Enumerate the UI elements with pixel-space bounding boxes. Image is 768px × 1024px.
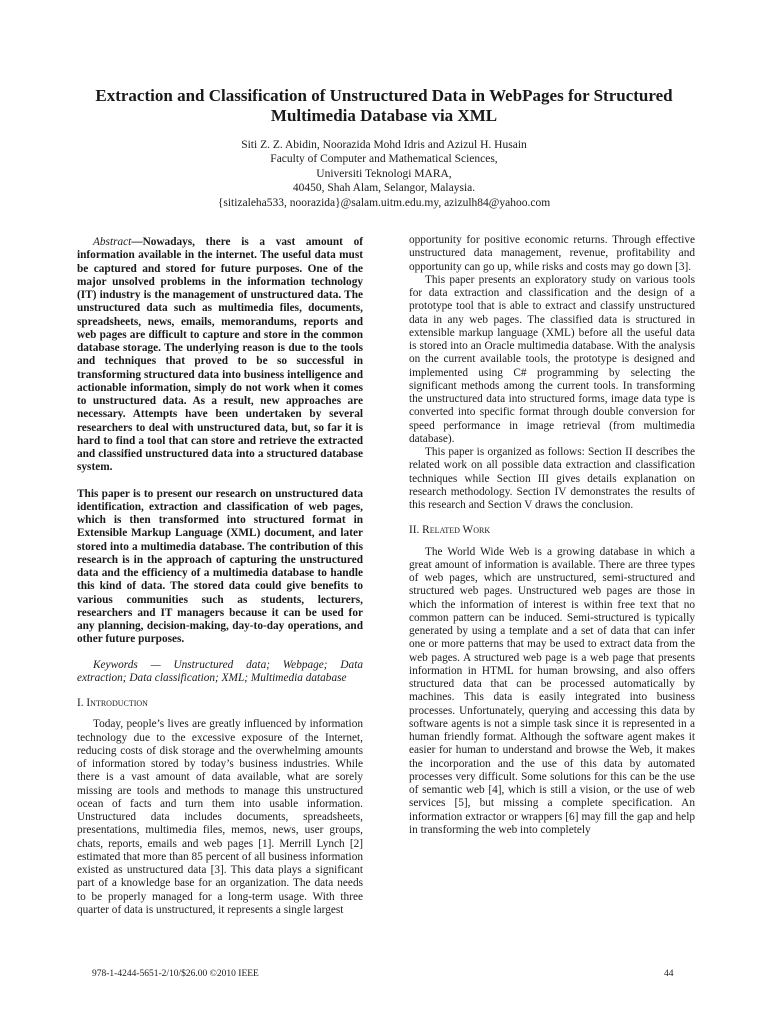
section-heading-related-work: II. Related Work [409, 524, 491, 537]
abstract-dash: — [131, 236, 143, 248]
paper-title: Extraction and Classification of Unstructured Data in WebPages for Structured Multimedia Database via XML [95, 86, 673, 125]
introduction-paragraph-3: This paper is organized as follows: Section II describes the related work on all possible data extraction and classification techniques while Section III gives details explanation on research methodology. Section IV demonstrates the results of this research and Section V draws the conclusion. [409, 446, 695, 511]
left-column [77, 236, 363, 917]
related-work-paragraph: The World Wide Web is a growing database in which a great amount of information is available. There are three types of web pages, which are unstructured, semi-structured and structured web pages. Unstructured web pages are those in which the information of interest is within free text that no common pattern can be induced. Semi-structured is typically generated by using a template and a set of data that can infer one or more patterns that may be used to extract data from the web pages. A structured web page is a web page that presents information in HTML for human browsing, and also offers structured data that can be processed automatically by machines. This data is easily integrated into business processes. Unfortunately, querying and accessing this data by software agents is not a simple task since it is represented in a human friendly format. Although the software agent makes it easier for human to understand and browse the Web, it makes the incorporation and the use of this data by automated processes very difficult. Some solutions for this can be the use of semantic web [4], which is still a vision, or the use of web services [5], but missing a complete specification. An information extractor or wrappers [6] may fill the gap and help in transforming the web into completely [409, 545, 695, 836]
footer-page-number: 44 [664, 969, 674, 979]
footer-isbn: 978-1-4244-5651-2/10/$26.00 ©2010 IEEE [92, 969, 259, 979]
section-heading-introduction: I. Introduction [77, 697, 148, 709]
abstract-label: Abstract [93, 236, 132, 248]
affiliation-university: Universiti Teknologi MARA, [316, 167, 452, 180]
affiliation-faculty: Faculty of Computer and Mathematical Sciences, [270, 153, 498, 166]
abstract-paragraph-2: This paper is to present our research on unstructured data identification, extraction and classification of web pages, which is then transformed into structured format in Extensible Markup Language (XML) document, and later stored into a multimedia database. The contribution of this research is in the approach of capturing the unstructured data and the efficiency of a multimedia database to handle this kind of data. The stored data could give benefits to various communities such as students, lecturers, researchers and IT managers because it can be used for any planning, decision-making, day-to-day operations, and other future purposes. [77, 487, 363, 646]
keywords: Keywords — Unstructured data; Webpage; Data extraction; Data classification; XML; Multimedia database [77, 658, 363, 684]
author-names: Siti Z. Z. Abidin, Noorazida Mohd Idris and Azizul H. Husain [241, 139, 527, 151]
author-block [110, 138, 658, 210]
introduction-continued: opportunity for positive economic returns. Through effective unstructured data management, revenue, profitability and opportunity can go up, while risks and costs may go down [3]. [409, 234, 695, 273]
abstract-text: Nowadays, there is a vast amount of information available in the internet. The useful data must be captured and stored for future purposes. One of the major unsolved problems in the information technology (IT) industry is the management of unstructured data. The unstructured data such as multimedia files, documents, spreadsheets, news, emails, memorandums, reports and web pages are difficult to capture and store in the common database storage. The underlying reason is due to the tools and techniques that proved to be so successful in transforming structured data into business intelligence and actionable information, simply do not work when it comes to unstructured data. As a result, new approaches are necessary. Attempts have been undertaken by several researchers to deal with unstructured data, but, so far it is hard to find a tool that can store and retrieve the extracted and classified unstructured data into a structured database system. [77, 236, 363, 474]
affiliation-address: 40450, Shah Alam, Selangor, Malaysia. [292, 182, 476, 195]
author-emails: {sitizaleha533, noorazida}@salam.uitm.edu.my, azizulh84@yahoo.com [217, 196, 551, 209]
introduction-paragraph-2: This paper presents an exploratory study on various tools for data extraction and classification and the design of a prototype tool that is able to extract and classify unstructured data in any web pages. The classified data is structured in extensible markup language (XML) before all the useful data is stored into an Oracle multimedia database. With the analysis on the current available tools, the prototype is designed and implemented using C# programming by selecting the significant methods among the current tools. In transforming the unstructured data into structured forms, image data type is converted into specific format through double conversion for speed performance in image retrieval (from multimedia database). [409, 273, 695, 445]
right-column [409, 234, 695, 837]
introduction-paragraph: Today, people’s lives are greatly influenced by information technology due to the excessive exposure of the Internet, reducing costs of disk storage and the overwhelming amounts of information stored by today’s business industries. While there is a vast amount of data available, what are sorely missing are tools and methods to manage this unstructured ocean of facts and turn them into usable information. Unstructured data includes documents, spreadsheets, presentations, multimedia files, memos, news, user groups, chats, reports, emails and web pages [1]. Merrill Lynch [2] estimated that more than 85 percent of all business information existed as unstructured data [3]. This data plays a significant part of a knowledge base for an organization. The data needs to be properly managed for a long-term usage. With three quarter of data is unstructured, it represents a single largest [77, 718, 363, 916]
abstract-paragraph [77, 236, 363, 475]
